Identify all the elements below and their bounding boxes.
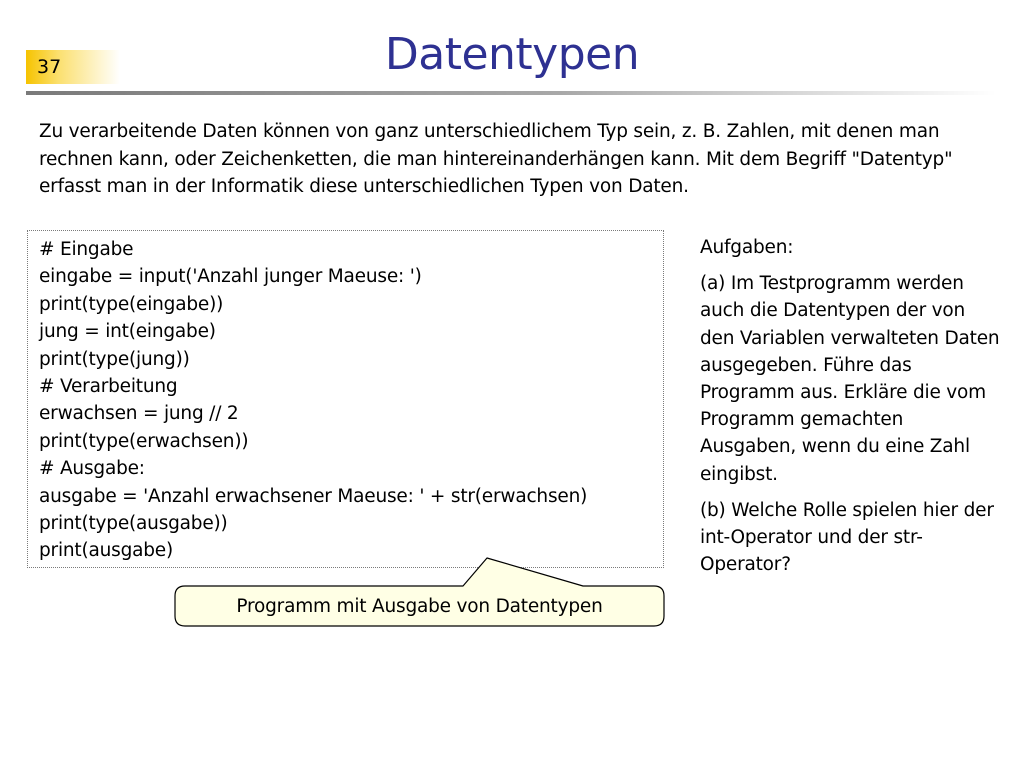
code-line: print(type(erwachsen))	[39, 430, 249, 452]
code-line: print(type(ausgabe))	[39, 513, 228, 535]
code-line: # Ausgabe:	[39, 458, 145, 480]
code-line: ausgabe = 'Anzahl erwachsener Maeuse: ' + str(erwachsen)	[39, 485, 588, 507]
task-item: (a) Im Testprogramm werden auch die Datentypen der von den Variablen verwalteten Daten ausgegeben. Führe das Programm aus. Erkläre die vom Programm gemachten Ausgaben, wenn du eine Zahl eingibst.	[700, 273, 1000, 485]
code-line: print(type(jung))	[39, 348, 190, 370]
code-line: # Eingabe	[39, 239, 134, 260]
code-line: eingabe = input('Anzahl junger Maeuse: ')	[39, 266, 422, 288]
tasks-heading: Aufgaben:	[700, 237, 794, 258]
slide-number: 37	[26, 50, 120, 84]
intro-paragraph: Zu verarbeitende Daten können von ganz unterschiedlichem Typ sein, z. B. Zahlen, mit denen man rechnen kann, oder Zeichenketten, die man hintereinanderhängen kann. Mit dem Begriff "Datentyp" erfasst man in der Informatik diese unterschiedlichen Typen von Daten.	[39, 121, 953, 197]
code-line: # Verarbeitung	[39, 376, 178, 398]
task-item: (b) Welche Rolle spielen hier der int-Operator und der str-Operator?	[700, 499, 994, 576]
tasks-panel	[700, 234, 1000, 587]
code-line: print(type(eingabe))	[39, 293, 224, 315]
code-line: erwachsen = jung // 2	[39, 403, 239, 425]
slide-title: Datentypen	[384, 29, 640, 80]
callout-label: Programm mit Ausgabe von Datentypen	[236, 596, 603, 617]
code-line: jung = int(eingabe)	[39, 321, 216, 343]
code-line: print(ausgabe)	[39, 540, 174, 562]
